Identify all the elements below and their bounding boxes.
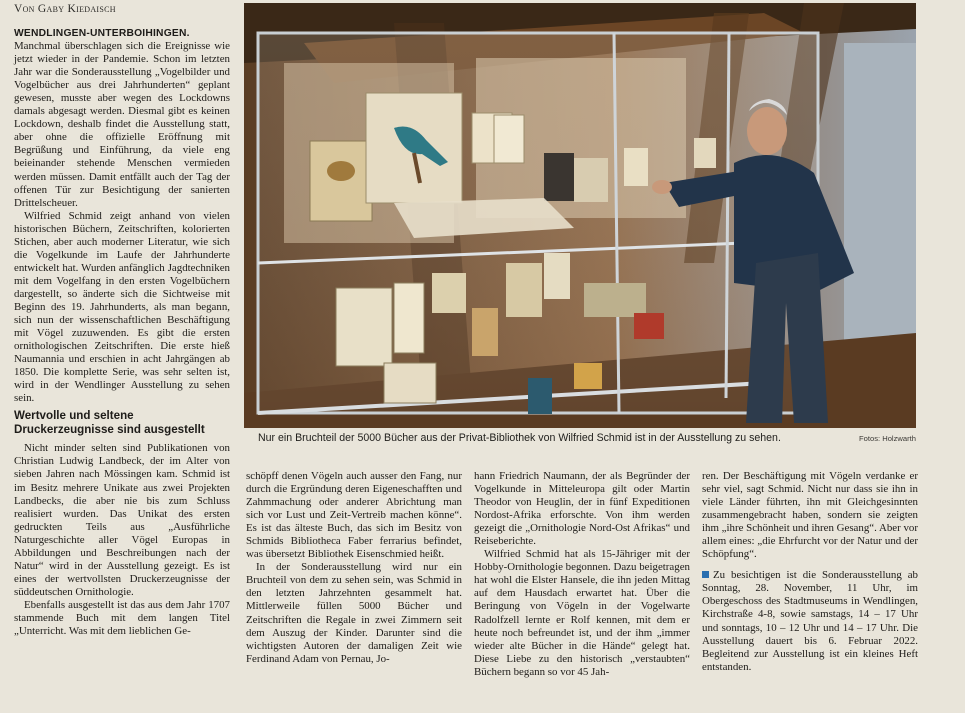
photo-caption-row bbox=[244, 431, 924, 445]
lead-text-1: Manchmal überschlagen sich die Ereignisse wie jetzt wieder in der Pandemie. Schon im letzten Jahr war die Sonderausstellung „Vogelbilder und Vogelbücher aus drei Jahrhunderten“ geplant gewesen, musste aber wegen des Lockdowns damals abgesagt werden. Diesmal gibt es keinen Lockdown, deshalb findet die Ausstellung statt, aber ohne die offizielle Eröffnung mit Begrüßung und Einführung, da viele eng beieinander stehende Menschen vermieden werden müssen. Damit entfällt auch der Tag der offenen Tür zur Besichtigung der sanierten Drittelscheuer. bbox=[14, 40, 230, 209]
dateline: WENDLINGEN-UNTERBOIHINGEN. bbox=[14, 28, 190, 39]
info-square-icon bbox=[702, 571, 709, 578]
section-subhead: Wertvolle und seltene Druckerzeugnisse sind ausgestellt bbox=[14, 409, 205, 436]
author-byline: Von Gaby Kiedaisch bbox=[14, 3, 116, 15]
col2-paragraph-1: schöpff denen Vögeln auch ausser den Fang, nur durch die Ergründung deren Eigeneschafften und Zahmmachung oder anderer Abrichtung man sich vor Lust und Zeit-Vertreib machen könne“. Es ist das älteste Buch, das sich im Besitz von Schmids Bibliotheca Faber ferrarius befindet, was übersetzt Bibliothek Eisenschmied heißt. bbox=[246, 470, 462, 561]
exhibition-photo bbox=[244, 3, 916, 428]
col1-paragraph-2: Ebenfalls ausgestellt ist das aus dem Jahr 1707 stammende Buch mit dem langen Titel „Unterricht. Was mit dem lieblichen Ge- bbox=[14, 598, 230, 638]
col3-paragraph-1: hann Friedrich Naumann, der als Begründer der Vogelkunde in Mitteleuropa gilt oder Martin Theodor von Heuglin, der in fünf Expeditionen Nordost-Afrika erforschte. Von ihm werden gezeigt die „Ornithologie Nord-Ost Afrikas“ und Reiseberichte. bbox=[474, 470, 690, 548]
column-4 bbox=[702, 470, 918, 674]
col1-paragraph-1: Nicht minder selten sind Publikationen von Christian Ludwig Landbeck, der im Alter von sieben Jahren nach Mössingen kam. Schmid ist im Besitz mehrere Unikate aus zwei Projekten Landbecks, die aber nie bis zum Schluss realisiert wurden. Das Unikat des ersten gedruckten Teils aus „Ausführliche Naturgeschichte aller Vögel Europas in Abbildungen und Beschreibungen nach der Natur“ wird in der Ausstellung gezeigt. Es ist eines der wertvollsten Druckerzeugnisse der süddeutschen Ornithologie. bbox=[14, 442, 230, 598]
col2-paragraph-2: In der Sonderausstellung wird nur ein Bruchteil von dem zu sehen sein, was Schmid in den letzten Jahrzehnten gesammelt hat. Mittlerweile füllen 5000 Bücher und Zeitschriften die Regale in zwei Zimmern seit dem Auszug der Kinder. Darunter sind die wichtigsten Autoren der damaligen Zeit wie Ferdinand Adam von Pernau, Jo- bbox=[246, 561, 462, 665]
info-box bbox=[702, 569, 918, 673]
lead-column bbox=[14, 27, 230, 638]
lead-paragraph-2: Wilfried Schmid zeigt anhand von vielen historischen Büchern, Zeitschriften, kolorierten Stichen, aber auch moderner Literatur, wie sich die Vogelkunde im Laufe der Jahrhunderte entwickelt hat. Wurden anfänglich Jagdtechniken mit dem Vogelfang in den ersten Vogelbüchern dargestellt, so änderte sich die Sichtweise mit Beginn des 19. Jahrhunderts, als man begann, sich nun der wissenschaftlichen Beschäftigung mit Vögel zuzuwenden. Es gibt die ersten ornithologischen Zeitschriften. Die erste hieß Naumannia und erschien in acht Jahrgängen ab 1850. Die komplette Serie, was sehr selten ist, wird in der Wendlinger Ausstellung zu sehen sein. bbox=[14, 209, 230, 405]
column-2 bbox=[246, 470, 462, 666]
info-text: Zu besichtigen ist die Sonderausstellung ab Sonntag, 28. November, 11 Uhr, im Obergeschoss des Stadtmuseums in Wendlingen, Kirchstraße 4-8, sowie samstags, 14 – 17 Uhr und sonntags, 10 – 12 Uhr und 14 – 17 Uhr. Die Ausstellung dauert bis 6. Februar 2022. Begleitend zur Ausstellung ist ein kleines Heft entstanden. bbox=[702, 569, 918, 673]
photo-caption: Nur ein Bruchteil der 5000 Bücher aus der Privat-Bibliothek von Wilfried Schmid ist in der Ausstellung zu sehen. bbox=[258, 432, 781, 444]
col3-paragraph-2: Wilfried Schmid hat als 15-Jähriger mit der Hobby-Ornithologie begonnen. Dazu beigetragen hat wohl die Elster Hansele, die ihn jeden Mittag auf dem Hausdach erwartet hat. Über die Beringung von Vögeln in der Vogelwarte Radolfzell lernte er Rolf kennen, mit dem er heute noch befreundet ist, und der ihm „immer wieder alte Bücher in die Hände“ gelegt hat. Diese Liebe zu den historisch „verstaubten“ Büchern begann so vor 45 Jah- bbox=[474, 548, 690, 678]
col4-paragraph-1: ren. Der Beschäftigung mit Vögeln verdanke er sehr viel, sagt Schmid. Nicht nur dass sie ihn in viele Länder führten, ihn mit Gleichgesinnten zusammengebracht haben, sondern sie zeigten ihm „ihre Schönheit und ihren Gesang“. Aber vor allem eines: „die Ehrfurcht vor der Natur und der Schöpfung“. bbox=[702, 470, 918, 561]
photo-credit: Fotos: Holzwarth bbox=[859, 434, 916, 443]
lead-paragraph-1 bbox=[14, 27, 230, 210]
column-3 bbox=[474, 470, 690, 679]
